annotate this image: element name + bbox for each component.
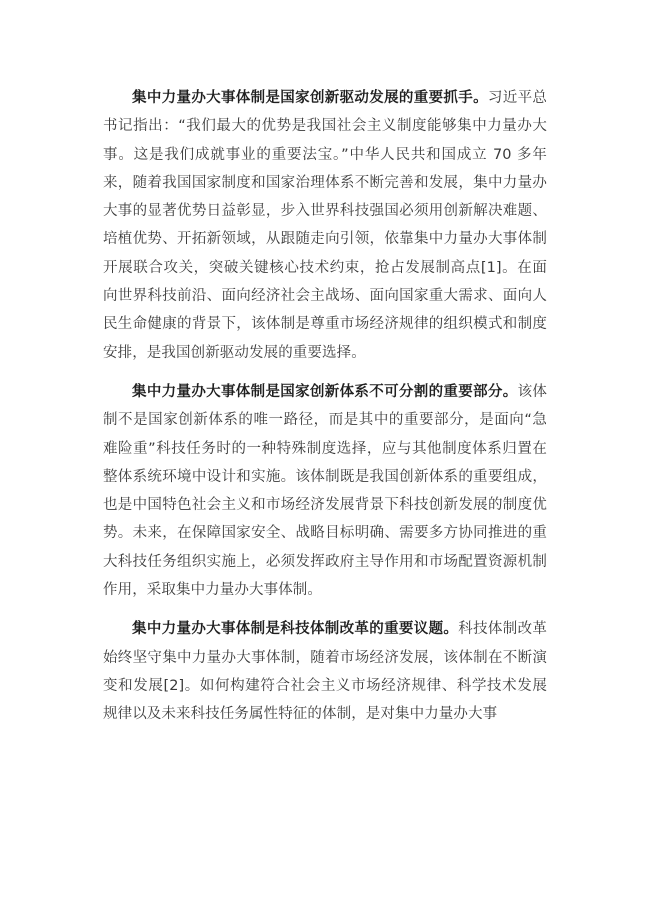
paragraph-3-text: 科技体制改革始终坚守集中力量办大事体制，随着市场经济发展，该体制在不断演变和发展[2]。如何构建符合社会主义市场经济规律、科学技术发展规律以及未来科技任务属性特征的体制，是对集中力量办大事 <box>103 621 547 723</box>
paragraph-2-text: 该体制不是国家创新体系的唯一路径，而是其中的重要部分，是面向“急难险重”科技任务时的一种特殊制度选择，应与其他制度体系归置在整体系统环境中设计和实施。该体制既是我国创新体系的重要组成，也是中国特色社会主义和市场经济发展背景下科技创新发展的制度优势。未来，在保障国家安全、战略目标明确、需要多方协同推进的重大科技任务组织实施上，必须发挥政府主导作用和市场配置资源机制作用，采取集中力量办大事体制。 <box>103 383 547 599</box>
paragraph-2-lead: 集中力量办大事体制是国家创新体系不可分割的重要部分。 <box>132 383 518 400</box>
article-body <box>103 84 547 740</box>
paragraph-3 <box>103 615 547 728</box>
paragraph-2 <box>103 378 547 604</box>
paragraph-1-text: 习近平总书记指出：“我们最大的优势是我国社会主义制度能够集中力量办大事。这是我们成就事业的重要法宝。”中华人民共和国成立 70 多年来，随着我国国家制度和国家治理体系不断完善和发展，集中力量办大事的显著优势日益彰显，步入世界科技强国必须用创新解决难题、培植优势、开拓新领域，从跟随走向引领，依靠集中力量办大事体制开展联合攻关，突破关键核心技术约束，抢占发展制高点[1]。在面向世界科技前沿、面向经济社会主战场、面向国家重大需求、面向人民生命健康的背景下，该体制是尊重市场经济规律的组织模式和制度安排，是我国创新驱动发展的重要选择。 <box>103 90 547 361</box>
paragraph-1 <box>103 84 547 367</box>
paragraph-3-lead: 集中力量办大事体制是科技体制改革的重要议题。 <box>132 621 459 638</box>
paragraph-1-lead: 集中力量办大事体制是国家创新驱动发展的重要抓手。 <box>132 90 488 106</box>
